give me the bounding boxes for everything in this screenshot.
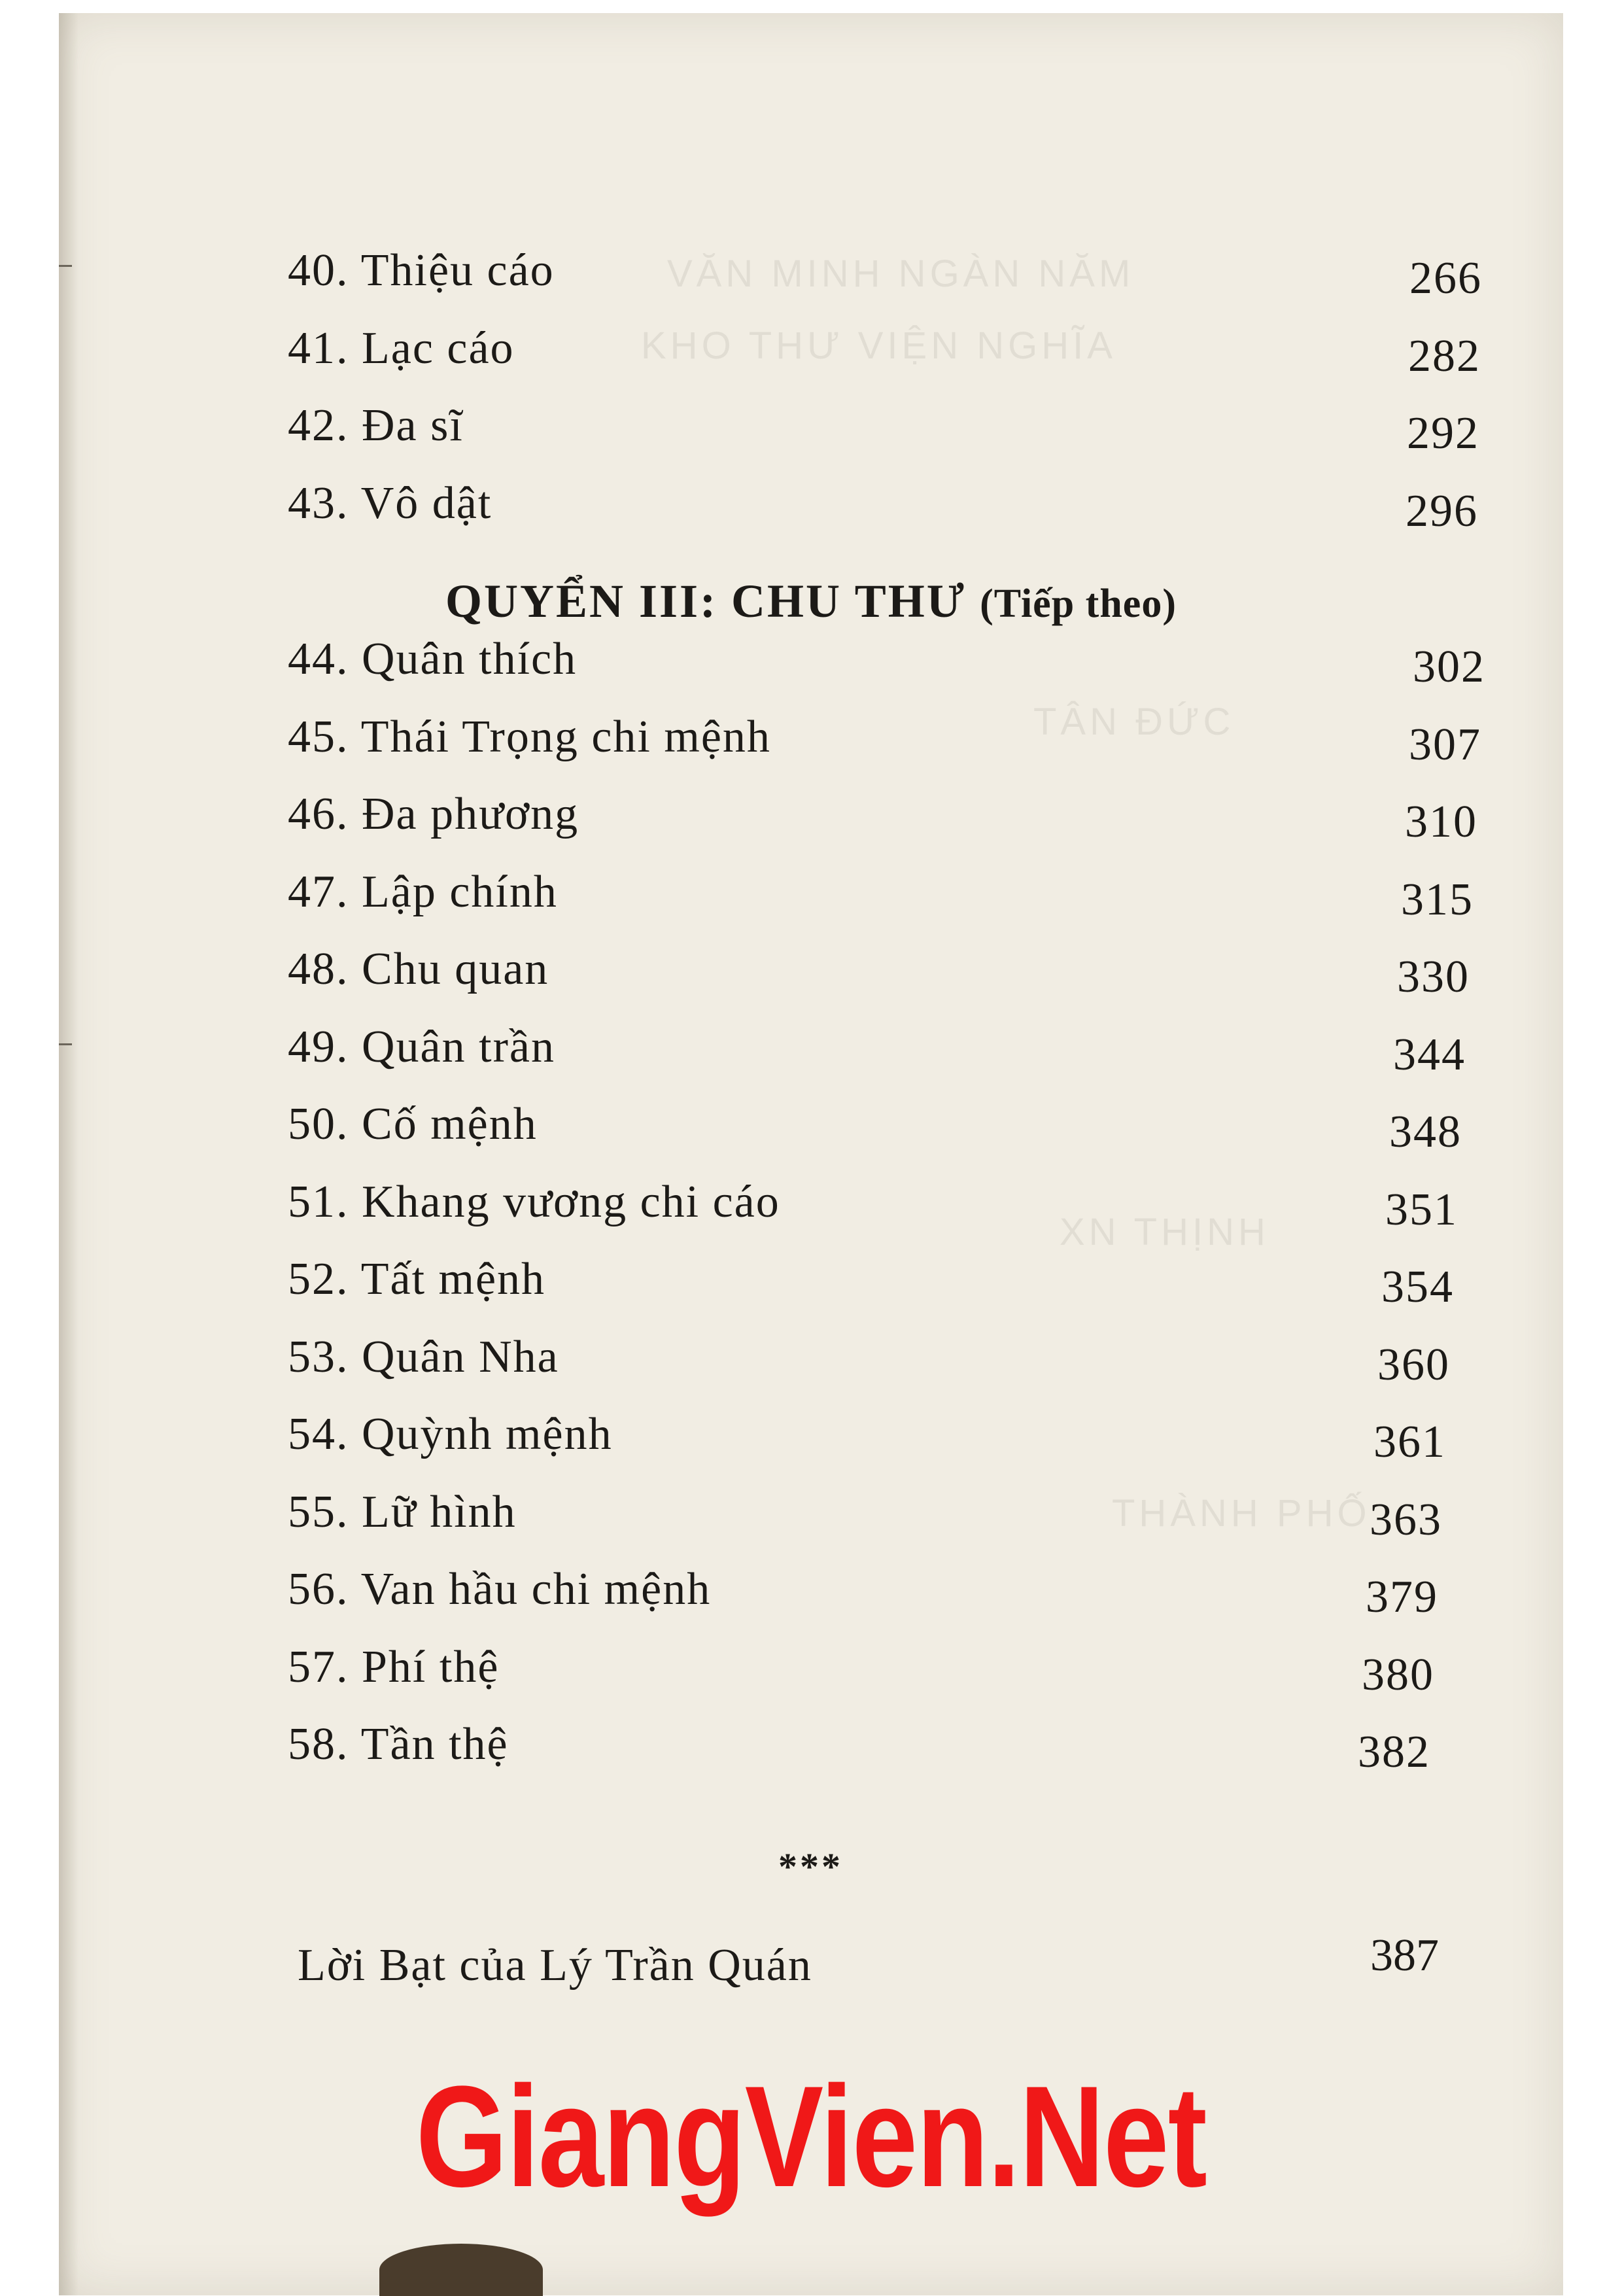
toc-entry-page-number: 266	[1409, 253, 1482, 304]
toc-entry-title: 45. Thái Trọng chi mệnh	[288, 711, 771, 762]
afterword-page-number: 387	[1370, 1930, 1439, 1981]
toc-entry-title: 43. Vô dật	[288, 478, 492, 529]
toc-entry-page-number: 330	[1397, 952, 1470, 1002]
toc-entry-page-number: 282	[1408, 330, 1481, 381]
toc-entry	[288, 310, 1491, 388]
toc-entry-title: 48. Chu quan	[288, 944, 549, 994]
page-edge-object	[379, 2244, 543, 2296]
toc-entry-title: 53. Quân Nha	[288, 1331, 559, 1382]
toc-entry-page-number: 296	[1406, 485, 1478, 536]
toc-entry	[288, 465, 1491, 543]
toc-entry-page-number: 307	[1409, 719, 1481, 770]
show-through-text: KHO THƯ VIỆN NGHĨA	[641, 324, 1116, 367]
toc-entry-title: 47. Lập chính	[288, 866, 558, 917]
toc-entry-page-number: 302	[1413, 642, 1485, 692]
toc-entry	[288, 1241, 1491, 1319]
toc-entry-title: 55. Lữ hình	[288, 1486, 517, 1537]
section-heading-main: QUYỂN III: CHU THƯ	[445, 575, 967, 627]
toc-entry	[288, 1086, 1491, 1164]
toc-entry-page-number: 361	[1373, 1417, 1446, 1467]
toc-entry-title: 44. Quân thích	[288, 634, 578, 684]
toc-entry	[288, 1474, 1491, 1552]
toc-group-continued	[288, 232, 1491, 542]
toc-entry-page-number: 315	[1401, 874, 1474, 925]
toc-entry	[288, 1009, 1491, 1087]
section-heading	[0, 574, 1622, 629]
toc-entry-title: 49. Quân trần	[288, 1021, 555, 1072]
margin-mark	[59, 1043, 72, 1045]
toc-entry-page-number: 348	[1389, 1107, 1462, 1157]
toc-entry-title: 42. Đa sĩ	[288, 400, 464, 451]
toc-entry-title: 41. Lạc cáo	[288, 322, 515, 374]
toc-entry	[288, 1319, 1491, 1397]
page-binding-shadow	[59, 13, 78, 2295]
toc-entry-title: 46. Đa phương	[288, 789, 579, 839]
toc-entry	[288, 776, 1491, 854]
toc-entry-title: 56. Van hầu chi mệnh	[288, 1564, 712, 1614]
toc-entry-page-number: 344	[1393, 1029, 1466, 1080]
toc-entry-page-number: 292	[1407, 408, 1479, 459]
toc-entry	[288, 1706, 1491, 1784]
toc-group-quyen-iii	[288, 621, 1491, 1784]
show-through-text: TÂN ĐỨC	[1033, 701, 1235, 743]
toc-entry-page-number: 310	[1405, 797, 1477, 847]
toc-entry-page-number: 351	[1385, 1184, 1458, 1235]
toc-entry-page-number: 380	[1362, 1649, 1434, 1700]
toc-entry	[288, 854, 1491, 931]
toc-entry-title: 57. Phí thệ	[288, 1641, 500, 1692]
toc-entry-page-number: 382	[1358, 1727, 1430, 1777]
table-of-contents	[288, 232, 1491, 1784]
toc-entry-title: 58. Tần thệ	[288, 1719, 509, 1769]
toc-entry	[288, 621, 1491, 699]
afterword-title: Lời Bạt của Lý Trần Quán	[298, 1940, 812, 1991]
toc-entry	[288, 1164, 1491, 1242]
toc-entry	[288, 1629, 1491, 1707]
toc-entry-page-number: 363	[1370, 1494, 1442, 1545]
toc-entry	[288, 699, 1491, 776]
toc-entry	[288, 931, 1491, 1009]
section-heading-sub: (Tiếp theo)	[980, 582, 1177, 626]
toc-entry-title: 54. Quỳnh mệnh	[288, 1409, 613, 1459]
show-through-text: XN THỊNH	[1060, 1211, 1269, 1253]
toc-entry-title: 50. Cố mệnh	[288, 1099, 538, 1149]
toc-entry	[288, 1551, 1491, 1629]
toc-entry-page-number: 360	[1377, 1339, 1450, 1390]
toc-entry-page-number: 379	[1366, 1572, 1438, 1622]
section-separator: ***	[778, 1845, 843, 1888]
toc-entry-title: 51. Khang vương chi cáo	[288, 1176, 780, 1227]
watermark-logo: GiangVien.Net	[415, 2056, 1207, 2217]
toc-entry	[288, 232, 1491, 310]
toc-entry	[288, 387, 1491, 465]
toc-entry-page-number: 354	[1381, 1262, 1454, 1312]
show-through-text: VĂN MINH NGÀN NĂM	[667, 252, 1135, 295]
toc-entry-title: 52. Tất mệnh	[288, 1254, 546, 1304]
show-through-text: THÀNH PHỐ	[1112, 1492, 1371, 1535]
toc-entry-title: 40. Thiệu cáo	[288, 245, 555, 296]
toc-entry	[288, 1396, 1491, 1474]
margin-mark	[59, 265, 72, 267]
